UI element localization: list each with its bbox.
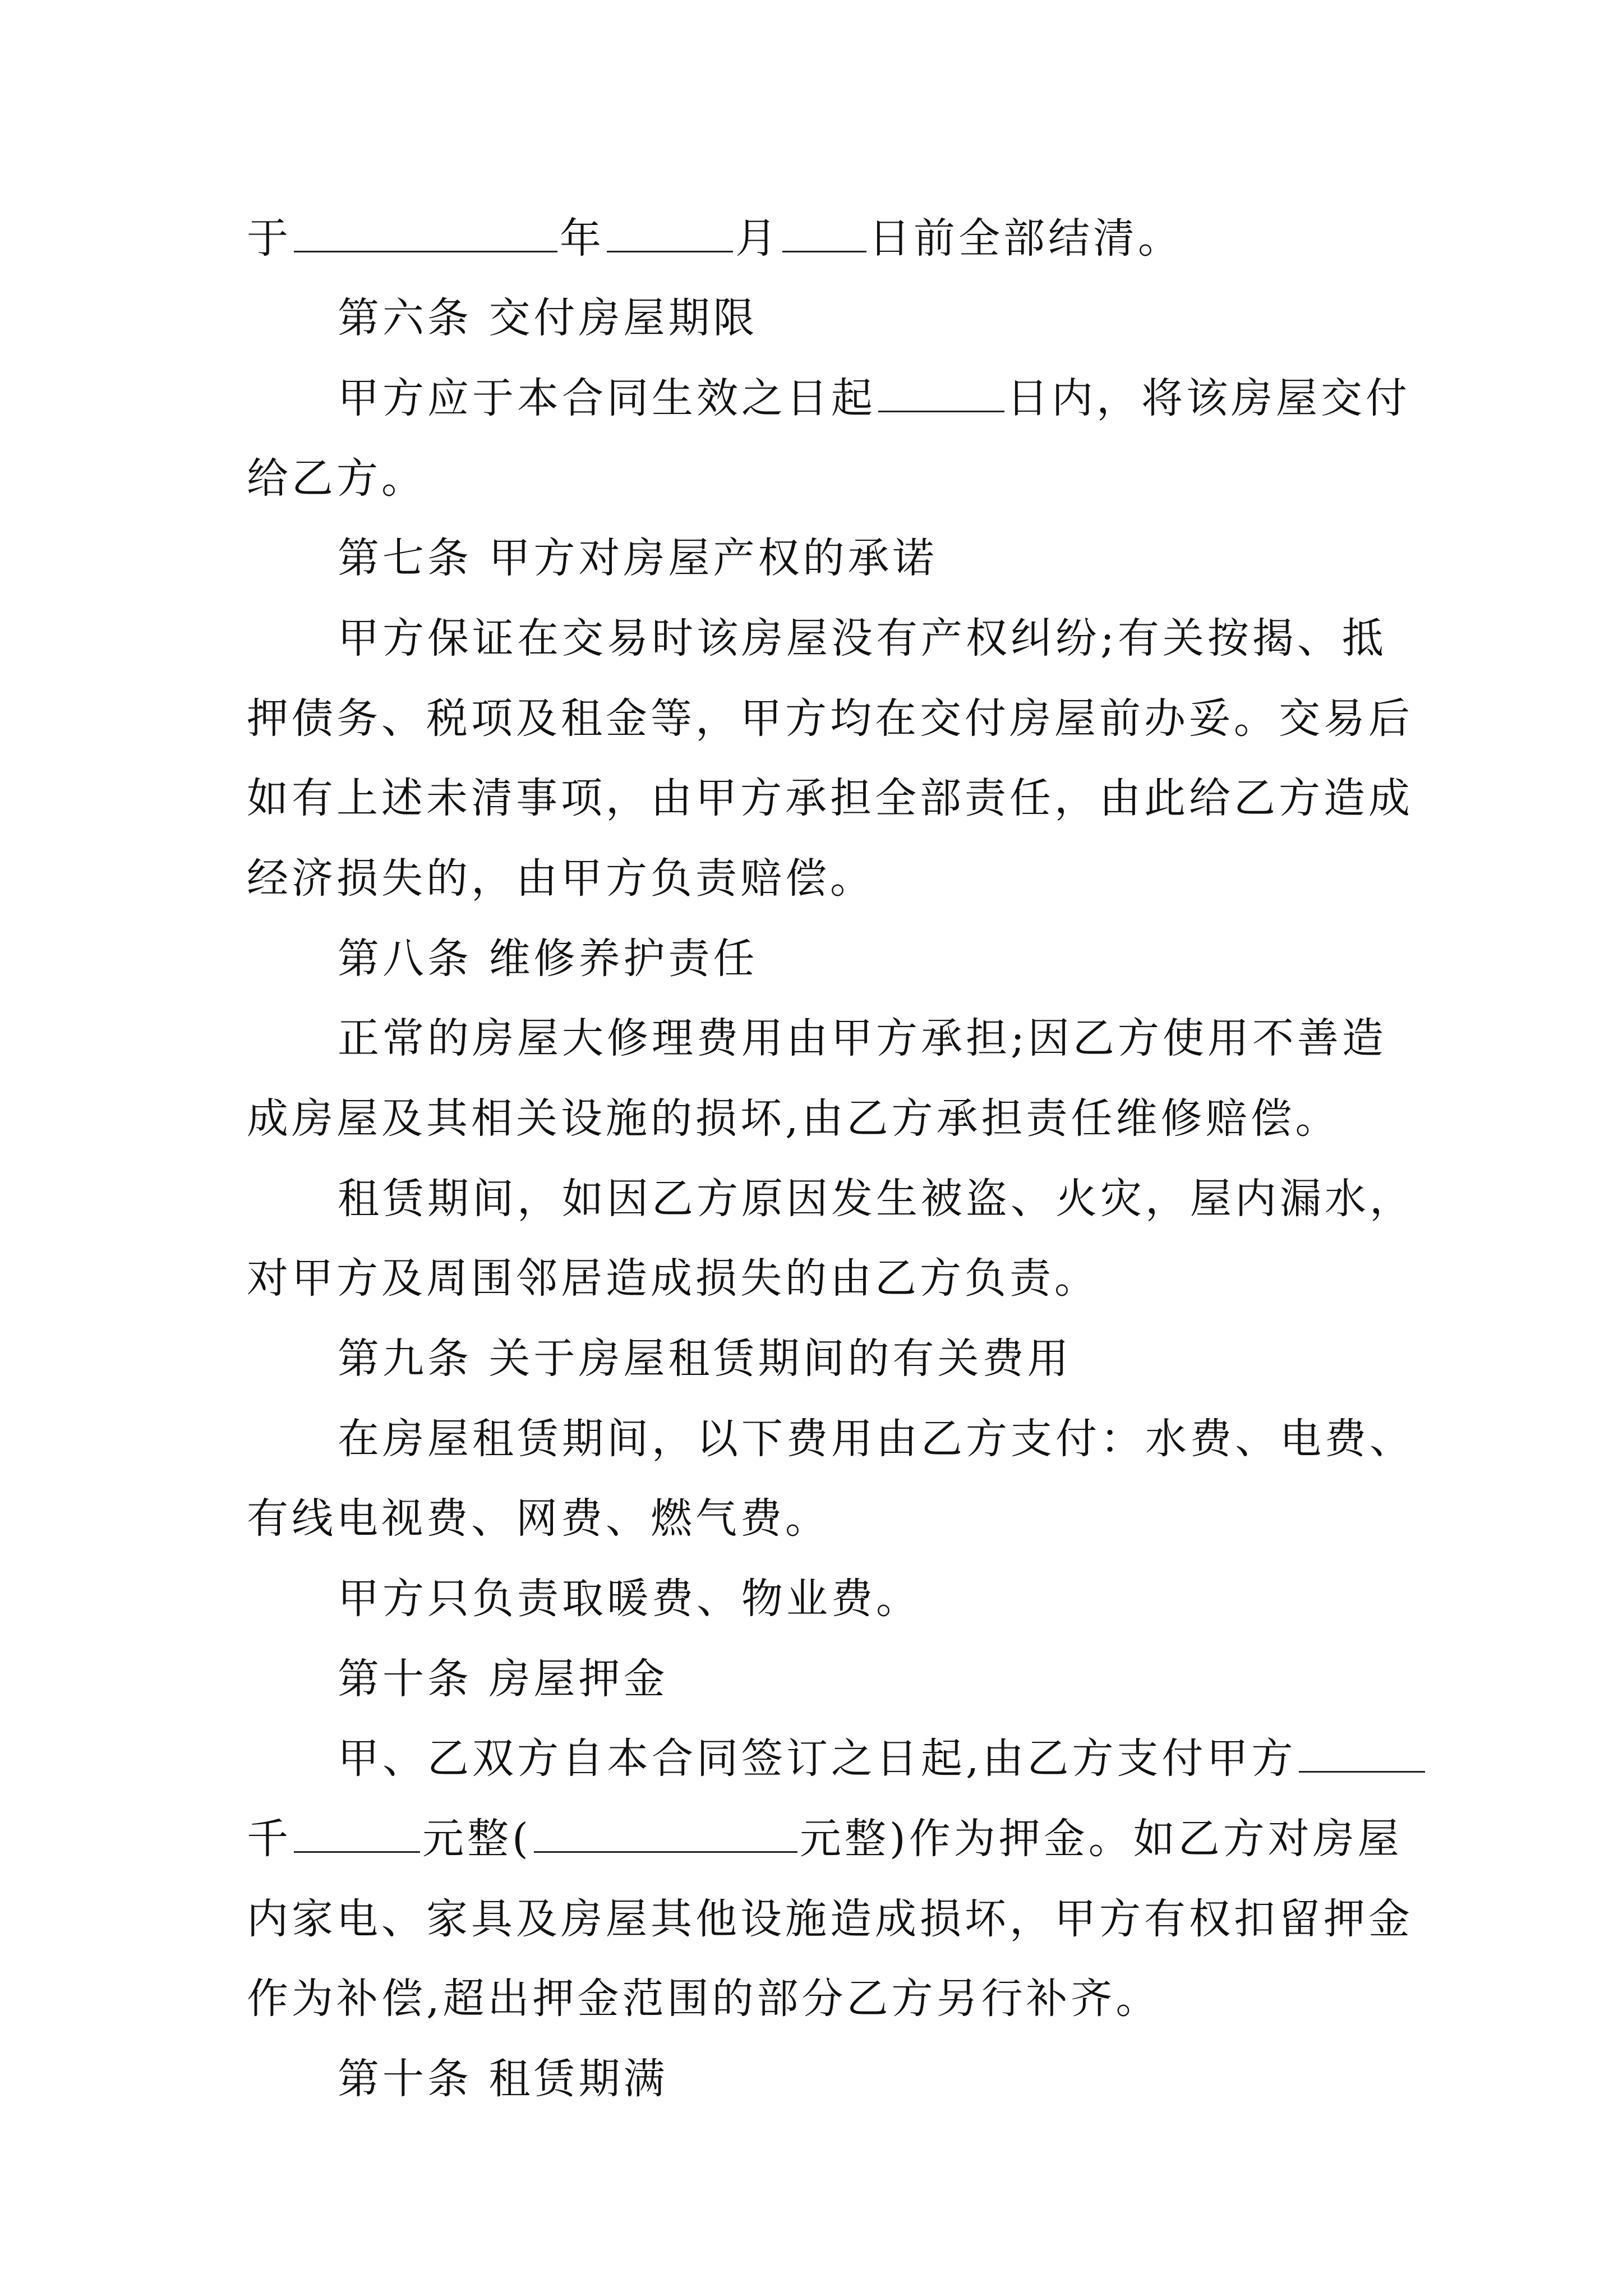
article-heading: 第七条 甲方对房屋产权的承诺 bbox=[338, 534, 938, 582]
text-line: 甲方只负责取暖费、物业费。 bbox=[338, 1575, 921, 1623]
text-line-1 bbox=[247, 213, 1183, 264]
text-fragment: 年 bbox=[560, 214, 605, 263]
text-fragment: 于 bbox=[247, 214, 292, 263]
text-line-20 bbox=[338, 1733, 1427, 1784]
blank-field bbox=[534, 1816, 797, 1853]
text-line: 对甲方及周围邻居造成损失的由乙方负责。 bbox=[247, 1254, 1099, 1303]
text-fragment: 元整( bbox=[422, 1815, 532, 1863]
article-heading: 第六条 交付房屋期限 bbox=[338, 294, 758, 342]
text-line: 成房屋及其相关设施的损坏,由乙方承担责任维修赔偿。 bbox=[247, 1094, 1340, 1143]
text-line: 在房屋租赁期间，以下费用由乙方支付：水费、电费、 bbox=[338, 1415, 1414, 1463]
text-fragment: 日内，将该房屋交付 bbox=[1007, 374, 1410, 422]
article-heading: 第九条 关于房屋租赁期间的有关费用 bbox=[338, 1335, 1072, 1383]
blank-field bbox=[878, 376, 1004, 412]
blank-field bbox=[294, 1816, 420, 1853]
article-heading: 第十条 租赁期满 bbox=[338, 2055, 668, 2103]
text-fragment: 甲方应于本合同生效之日起 bbox=[338, 374, 876, 422]
text-line-21 bbox=[247, 1814, 1403, 1864]
text-fragment: 日前全部结清。 bbox=[869, 214, 1183, 263]
text-line: 给乙方。 bbox=[247, 454, 426, 503]
text-line: 甲方保证在交易时该房屋没有产权纠纷;有关按揭、抵 bbox=[338, 614, 1387, 662]
blank-field bbox=[782, 216, 866, 252]
blank-field bbox=[607, 216, 733, 252]
text-line: 如有上述未清事项，由甲方承担全部责任，由此给乙方造成 bbox=[247, 774, 1413, 822]
text-fragment: 千 bbox=[247, 1815, 292, 1863]
article-heading: 第八条 维修养护责任 bbox=[338, 935, 758, 983]
text-fragment: 月 bbox=[735, 214, 780, 263]
text-line: 押债务、税项及租金等，甲方均在交付房屋前办妥。交易后 bbox=[247, 694, 1413, 743]
blank-field bbox=[1299, 1736, 1425, 1773]
text-line: 有线电视费、网费、燃气费。 bbox=[247, 1494, 830, 1543]
text-line: 正常的房屋大修理费用由甲方承担;因乙方使用不善造 bbox=[338, 1014, 1387, 1062]
text-fragment: 元整)作为押金。如乙方对房屋 bbox=[799, 1815, 1403, 1863]
article-heading: 第十条 房屋押金 bbox=[338, 1655, 668, 1703]
text-line: 租赁期间，如因乙方原因发生被盗、火灾，屋内漏水， bbox=[338, 1175, 1414, 1223]
text-line: 作为补偿,超出押金范围的部分乙方另行补齐。 bbox=[247, 1975, 1161, 2023]
blank-field bbox=[294, 216, 557, 252]
text-line-3 bbox=[338, 373, 1410, 424]
text-fragment: 甲、乙双方自本合同签订之日起,由乙方支付甲方 bbox=[338, 1734, 1297, 1783]
text-line: 经济损失的，由甲方负责赔偿。 bbox=[247, 854, 875, 903]
text-line: 内家电、家具及房屋其他设施造成损坏，甲方有权扣留押金 bbox=[247, 1895, 1413, 1943]
